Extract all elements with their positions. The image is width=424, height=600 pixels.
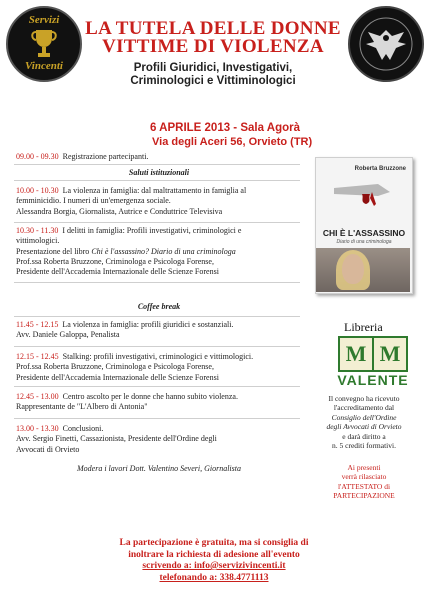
logo-bottom-text: Vincenti xyxy=(25,60,63,72)
book-presentation-label: Presentazione del libro xyxy=(16,246,92,256)
divider xyxy=(14,316,300,317)
contact-email-link[interactable]: scrivendo a: info@servizivincenti.it xyxy=(142,561,286,571)
speaker: Avv. Sergio Finetti, Cassazionista, Presidente dell'Ordine degli xyxy=(16,434,217,444)
accreditation-note xyxy=(312,394,416,450)
program-registration xyxy=(16,152,308,162)
program-session-6 xyxy=(16,424,308,455)
book-photo-face xyxy=(342,254,364,284)
servizi-vincenti-logo xyxy=(6,6,82,82)
time-slot: 10.30 - 11.30 xyxy=(16,226,59,235)
divider xyxy=(14,418,300,419)
bookstore-logo-letter: M xyxy=(372,336,408,372)
note-line: Consiglio dell'Ordine xyxy=(331,412,397,422)
blood-knife-icon xyxy=(332,178,392,206)
note-line: n. 5 crediti formativi. xyxy=(332,441,396,451)
session-title: Conclusioni. xyxy=(62,424,104,433)
speaker: Rappresentante de "L'Albero di Antonia" xyxy=(16,402,148,412)
divider xyxy=(14,282,300,283)
time-slot: 12.15 - 12.45 xyxy=(16,352,59,361)
note-line: Ai presenti xyxy=(347,463,381,472)
footer-line: inoltrare la richiesta di adesione all'evento xyxy=(128,549,300,560)
note-line: e darà diritto a xyxy=(342,431,386,441)
program-session-4 xyxy=(16,352,308,383)
speaker: Alessandra Borgia, Giornalista, Autrice e Conduttrice Televisiva xyxy=(16,206,223,216)
time-slot: 10.00 - 10.30 xyxy=(16,186,59,195)
program-session-3 xyxy=(16,320,308,341)
note-line: degli Avvocati di Orvieto xyxy=(326,422,402,432)
event-venue: Via degli Aceri 56, Orvieto (TR) xyxy=(152,136,313,148)
program-session-1 xyxy=(16,186,308,217)
trophy-icon xyxy=(30,28,58,60)
session-title: La violenza in famiglia: dal maltrattamento in famiglia al xyxy=(62,186,247,195)
moderator-note: Modera i lavori Dott. Valentino Severi, Giornalista xyxy=(77,464,241,473)
subtitle-line-2: Criminologici e Vittiminologici xyxy=(130,75,296,87)
bookstore-name: VALENTE xyxy=(337,372,409,388)
divider xyxy=(14,180,300,181)
session-title: Stalking: profili investigativi, criminologici e vittimologici. xyxy=(62,352,254,361)
bookstore-label: Libreria xyxy=(344,320,383,334)
time-slot: 13.00 - 13.30 xyxy=(16,424,59,433)
time-slot: 09.00 - 09.30 xyxy=(16,152,59,161)
speaker-role: Avvocati di Orvieto xyxy=(16,444,80,454)
session-title: I delitti in famiglia: Profili investigativi, criminologici e xyxy=(62,226,242,235)
book-title-italic: Chi è l'assassino? Diario di una criminologa xyxy=(91,246,236,256)
registration-footer xyxy=(44,538,384,584)
footer-line: La partecipazione è gratuita, ma si consiglia di xyxy=(119,538,309,548)
page-title xyxy=(84,20,342,56)
session-title: La violenza in famiglia: profili giuridici e sostanziali. xyxy=(62,320,234,329)
bookstore-logo-letter: M xyxy=(338,336,374,372)
book-subtitle: Diario di una criminologa xyxy=(336,239,392,245)
contact-phone-link[interactable]: telefonando a: 338.4771113 xyxy=(159,572,269,583)
note-line: l'accreditamento dal xyxy=(333,403,395,413)
divider xyxy=(14,386,300,387)
title-line-1: LA TUTELA DELLE DONNE xyxy=(85,18,341,39)
session-title-cont: vittimologici. xyxy=(16,236,60,246)
book-author: Roberta Bruzzone xyxy=(354,166,406,172)
title-line-2: VITTIME DI VIOLENZA xyxy=(102,36,324,57)
speaker: Avv. Daniele Galoppa, Penalista xyxy=(16,330,120,340)
speaker: Prof.ssa Roberta Bruzzone, Criminologa e Psicologa Forense, xyxy=(16,362,214,372)
eagle-crest-icon xyxy=(358,16,414,72)
note-line: l'ATTESTATO di xyxy=(337,481,391,491)
note-line: verrà rilasciato xyxy=(341,472,387,482)
program-session-2 xyxy=(16,226,308,277)
section-heading: Coffee break xyxy=(137,302,181,311)
event-date: 6 APRILE 2013 - Sala Agorà xyxy=(150,122,300,134)
session-text: Registrazione partecipanti. xyxy=(62,152,149,161)
divider xyxy=(14,164,300,165)
note-line: PARTECIPAZIONE xyxy=(333,491,395,501)
logo-top-text: Servizi xyxy=(28,14,60,26)
section-heading: Saluti istituzionali xyxy=(128,168,190,177)
divider xyxy=(14,222,300,223)
page-subtitle xyxy=(84,62,342,88)
subtitle-line-1: Profili Giuridici, Investigativi, xyxy=(133,62,293,74)
association-crest-logo xyxy=(348,6,424,82)
certificate-note xyxy=(312,463,416,501)
note-line: Il convegno ha ricevuto xyxy=(328,394,400,403)
time-slot: 12.45 - 13.00 xyxy=(16,392,59,401)
speaker: Prof.ssa Roberta Bruzzone, Criminologa e Psicologa Forense, xyxy=(16,256,214,266)
divider xyxy=(14,346,300,347)
book-cover-image xyxy=(315,157,413,294)
time-slot: 11.45 - 12.15 xyxy=(16,320,59,329)
speaker-role: Presidente dell'Accademia Internazionale delle Scienze Forensi xyxy=(16,372,219,382)
session-title: Centro ascolto per le donne che hanno subito violenza. xyxy=(62,392,238,401)
program-session-5 xyxy=(16,392,308,413)
speaker-role: Presidente dell'Accademia Internazionale delle Scienze Forensi xyxy=(16,267,219,277)
session-title-cont: femminicidio. I numeri di un'emergenza sociale. xyxy=(16,196,171,206)
book-title: CHI È L'ASSASSINO xyxy=(322,228,406,238)
